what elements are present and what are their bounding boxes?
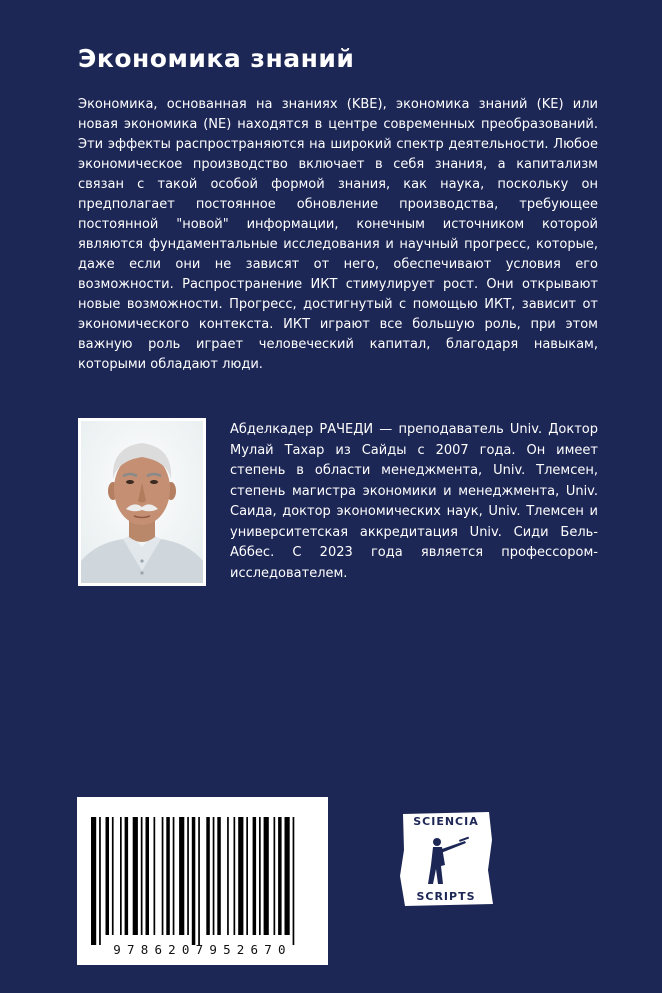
barcode-bar (293, 817, 295, 945)
barcode-bar (246, 817, 248, 935)
barcode-bar (198, 817, 200, 945)
barcode-bar (154, 817, 156, 935)
publisher-logo (397, 810, 495, 908)
book-title: Экономика знаний (78, 44, 355, 73)
barcode-bar (234, 817, 236, 935)
barcode-bar (278, 817, 282, 935)
barcode-bar (120, 817, 122, 935)
barcode-bar (173, 817, 175, 935)
book-description: Экономика, основанная на знаниях (KBE), экономика знаний (KE) или новая экономика (NE) находятся в центре современных преобразований. Эти эффекты распространяются на широкий спектр деятельности. Любое экономическое производство включает в себя знания, а капитализм связан с такой особой формой знания, как наука, поскольку он предполагает постоянное обновление производства, требующее постоянной "новой" информации, конечным источником которой являются фундаментальные исследования и научный прогресс, которые, даже если они не зависят от него, обеспечивают условия его возможности. Распространение ИКТ стимулирует рост. Они открывают новые возможности. Прогресс, достигнутый с помощью ИКТ, зависит от экономического контекста. ИКТ играют все большую роль, при этом важную роль играет человеческий капитал, благодаря навыкам, которыми обладают люди. (78, 97, 598, 372)
barcode-bar (125, 817, 129, 935)
barcode-bar (179, 817, 184, 935)
publisher-name-top: SCIENCIA (413, 815, 479, 828)
barcode-bar (206, 817, 210, 935)
barcode-bar (253, 817, 257, 935)
barcode-bar (166, 817, 170, 935)
barcode-bar (99, 817, 101, 945)
barcode-bar (274, 817, 276, 935)
barcode-bar (192, 817, 196, 945)
barcode-bar (112, 817, 114, 935)
isbn-number: 9786207952670 (113, 942, 292, 957)
barcode-bar (187, 817, 189, 935)
author-photo (78, 418, 206, 586)
barcode-bar (141, 817, 143, 935)
barcode-bar (227, 817, 229, 935)
barcode-bar (285, 817, 290, 935)
barcode-bar (259, 817, 261, 935)
barcode-bar (146, 817, 150, 935)
barcode-bar (91, 817, 96, 945)
barcode-bar (264, 817, 269, 935)
isbn-barcode (77, 797, 328, 965)
author-portrait-image (81, 421, 203, 583)
barcode-bars (77, 797, 328, 947)
barcode-bar (213, 817, 215, 935)
barcode-bar (217, 817, 221, 935)
barcode-bar (162, 817, 164, 935)
author-bio: Абделкадер РАЧЕДИ — преподаватель Univ. Доктор Мулай Тахар из Сайды с 2007 года. Он имеет степень в области менеджмента, Univ. Тлемсен, степень магистра экономики и менеджмента, Univ. Саида, доктор экономических наук, Univ. Тлемсен и университетская аккредитация Univ. Сиди Бель-Аббес. С 2023 года является профессором-исследователем. (230, 422, 598, 581)
barcode-bar (238, 817, 243, 935)
publisher-name-bottom: SCRIPTS (416, 890, 476, 903)
barcode-bar (133, 817, 138, 935)
barcode-bar (106, 817, 110, 935)
